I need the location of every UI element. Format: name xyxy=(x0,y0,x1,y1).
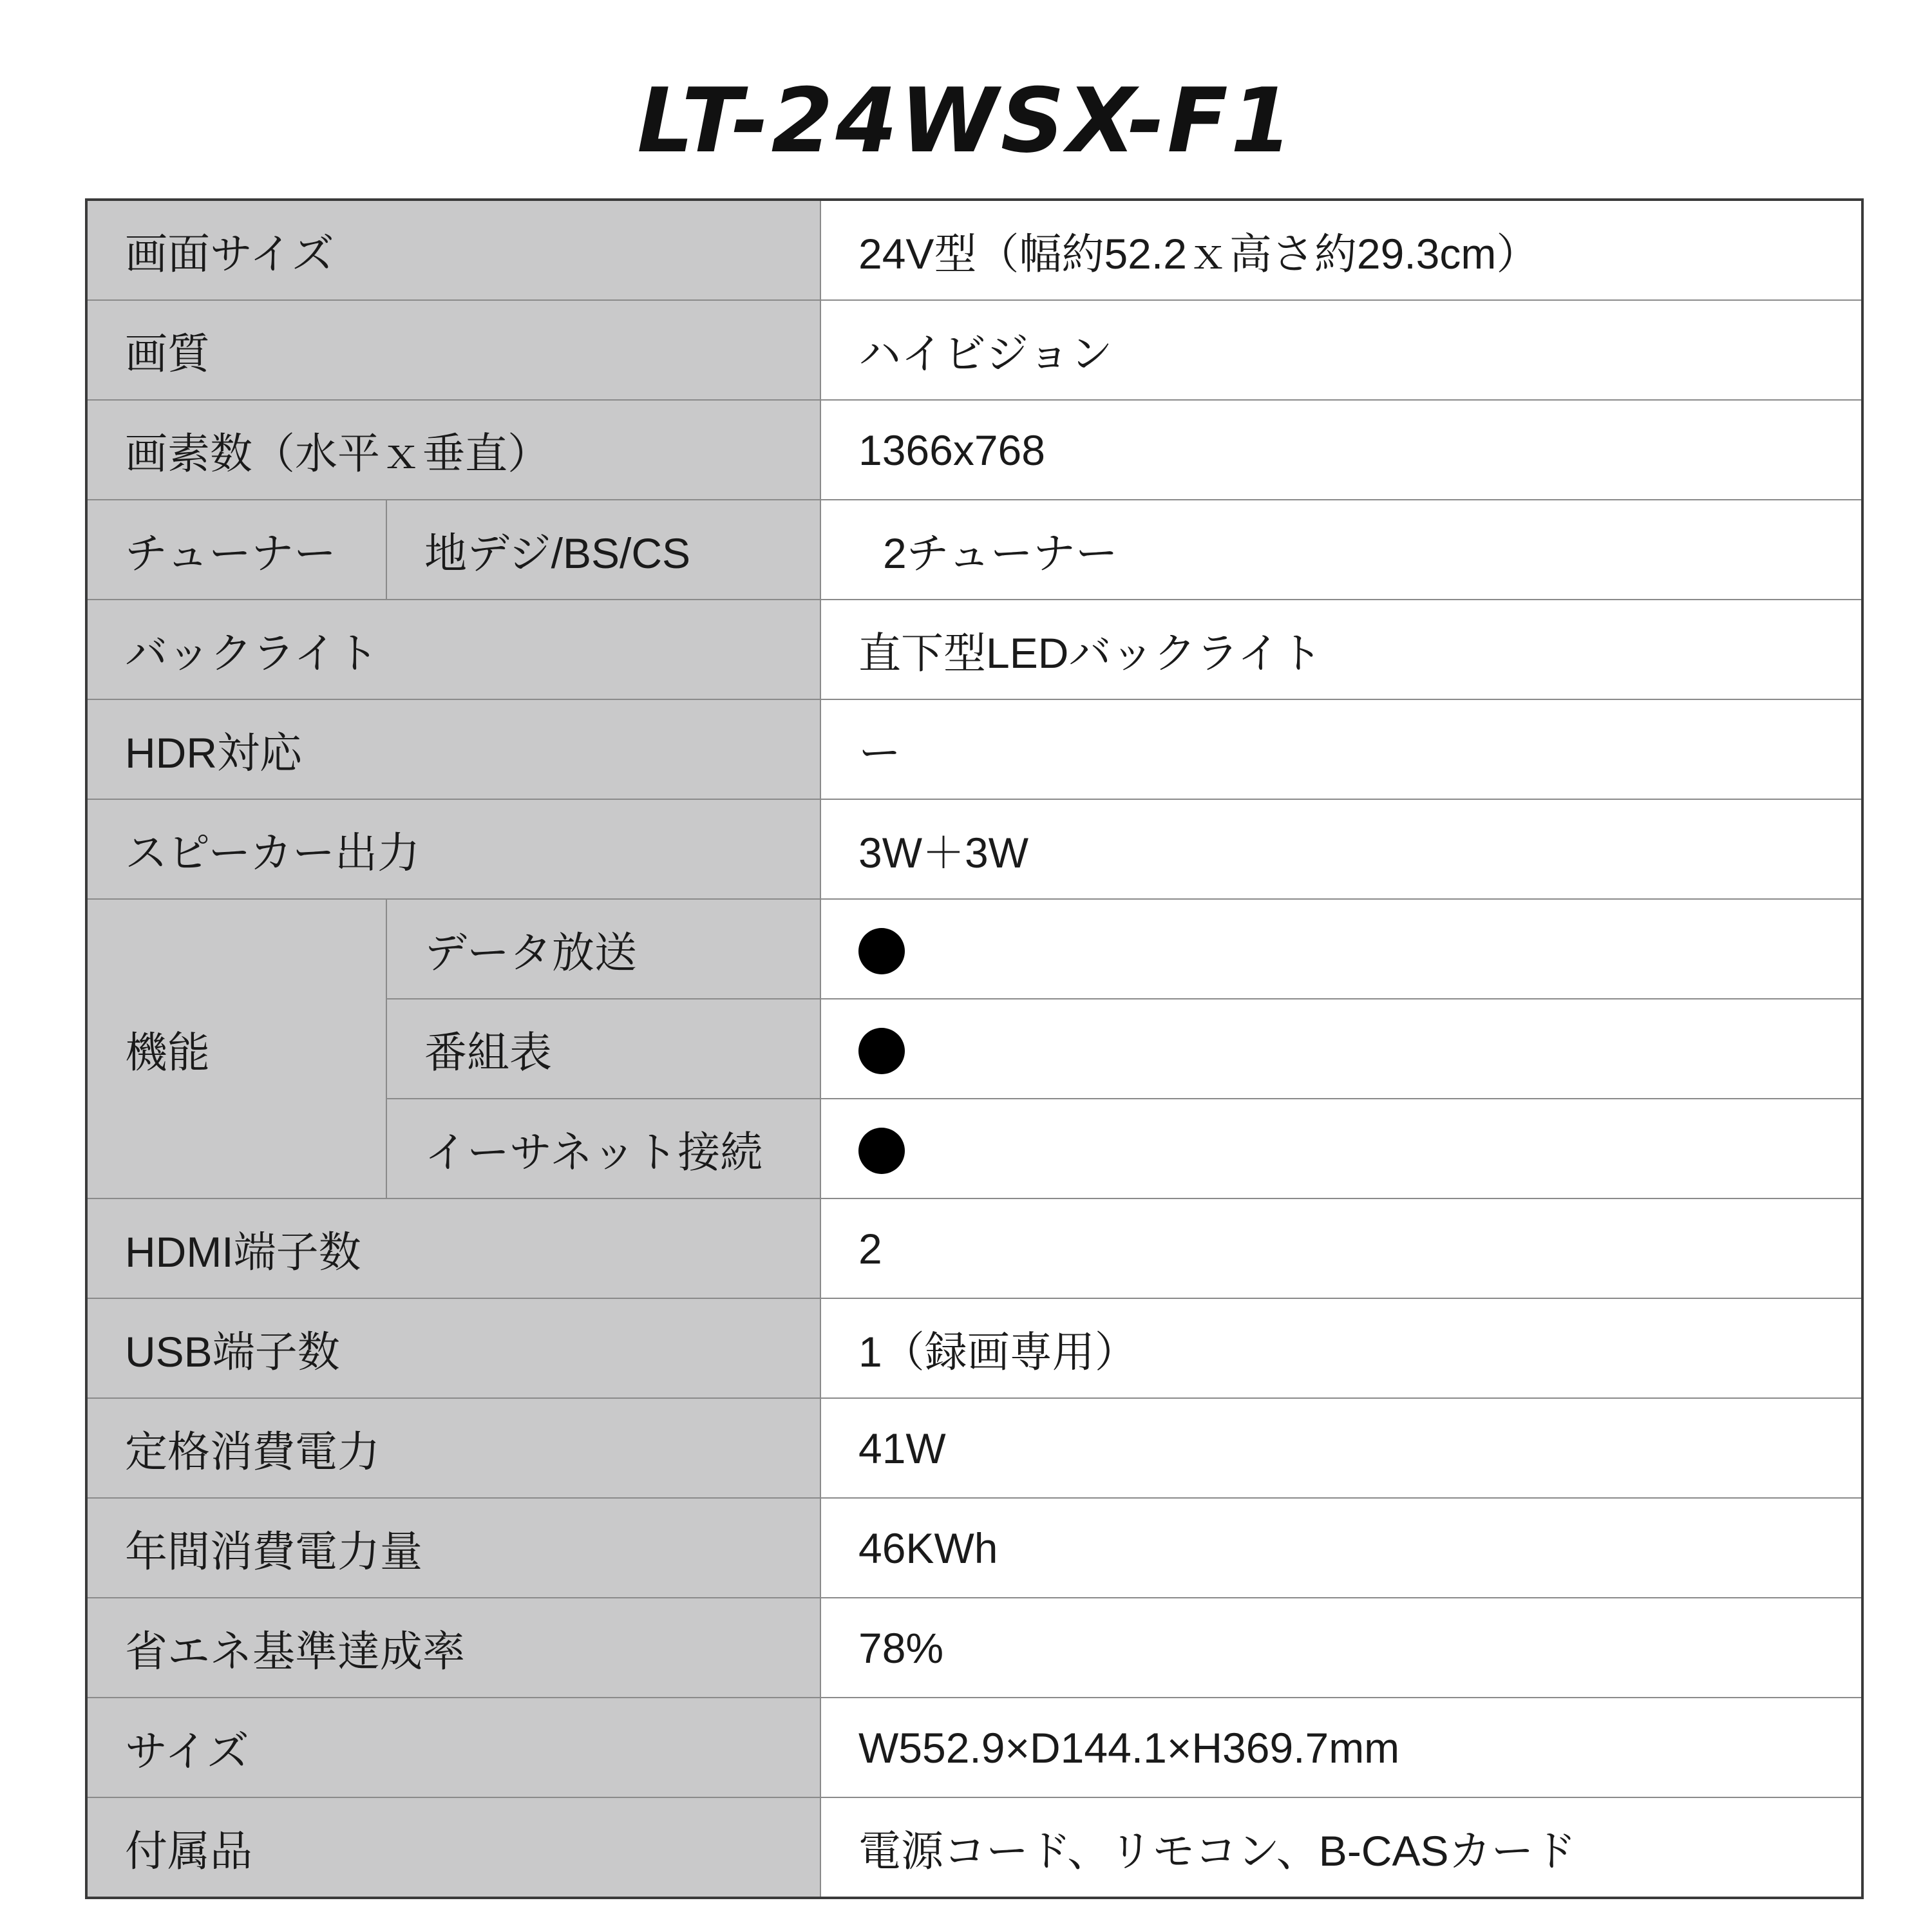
row-label: USB端子数 xyxy=(86,1298,820,1398)
table-row xyxy=(86,200,1862,300)
product-model-title: LT-24WSX-F1 xyxy=(637,69,1295,173)
row-value: ー xyxy=(820,699,1862,799)
table-row xyxy=(86,400,1862,500)
row-label: サイズ xyxy=(86,1698,820,1797)
table-row xyxy=(86,1698,1862,1797)
filled-circle-icon xyxy=(858,1028,905,1074)
row-label: バックライト xyxy=(86,600,820,699)
table-row xyxy=(86,300,1862,400)
filled-circle-icon xyxy=(858,928,905,974)
row-label: チューナー xyxy=(86,500,386,600)
row-value: 2チューナー xyxy=(820,500,1862,600)
row-label: 定格消費電力 xyxy=(86,1398,820,1498)
row-value: 1（録画専用） xyxy=(820,1298,1862,1398)
table-row xyxy=(86,1198,1862,1298)
row-label: 省エネ基準達成率 xyxy=(86,1598,820,1698)
table-row xyxy=(86,1398,1862,1498)
row-label: 付属品 xyxy=(86,1797,820,1898)
table-row xyxy=(86,1598,1862,1698)
row-sublabel: イーサネット接続 xyxy=(386,1099,820,1198)
row-sublabel: 地デジ/BS/CS xyxy=(386,500,820,600)
row-value: 78% xyxy=(820,1598,1862,1698)
table-row xyxy=(86,899,1862,999)
row-label: 画質 xyxy=(86,300,820,400)
row-label: 年間消費電力量 xyxy=(86,1498,820,1598)
table-row xyxy=(86,799,1862,899)
row-value: 24V型（幅約52.2ｘ高さ約29.3cm） xyxy=(820,200,1862,300)
table-row xyxy=(86,699,1862,799)
spec-table xyxy=(85,198,1864,1899)
table-row xyxy=(86,500,1862,600)
row-value: 2 xyxy=(820,1198,1862,1298)
table-row xyxy=(86,1498,1862,1598)
table-row xyxy=(86,1298,1862,1398)
row-value: 41W xyxy=(820,1398,1862,1498)
row-value xyxy=(820,1099,1862,1198)
row-value: 電源コード、リモコン、B-CASカード xyxy=(820,1797,1862,1898)
row-value xyxy=(820,999,1862,1099)
row-value: ハイビジョン xyxy=(820,300,1862,400)
row-sublabel: データ放送 xyxy=(386,899,820,999)
row-label: スピーカー出力 xyxy=(86,799,820,899)
row-value xyxy=(820,899,1862,999)
row-value: 3W＋3W xyxy=(820,799,1862,899)
filled-circle-icon xyxy=(858,1128,905,1174)
row-value: 46KWh xyxy=(820,1498,1862,1598)
row-label: HDMI端子数 xyxy=(86,1198,820,1298)
row-sublabel: 番組表 xyxy=(386,999,820,1099)
row-label: 画面サイズ xyxy=(86,200,820,300)
row-value: 1366x768 xyxy=(820,400,1862,500)
row-label: 画素数（水平ｘ垂直） xyxy=(86,400,820,500)
row-value: W552.9×D144.1×H369.7mm xyxy=(820,1698,1862,1797)
row-label: HDR対応 xyxy=(86,699,820,799)
row-label-features: 機能 xyxy=(86,899,386,1198)
table-row xyxy=(86,600,1862,699)
row-value: 直下型LEDバックライト xyxy=(820,600,1862,699)
table-row xyxy=(86,1797,1862,1898)
